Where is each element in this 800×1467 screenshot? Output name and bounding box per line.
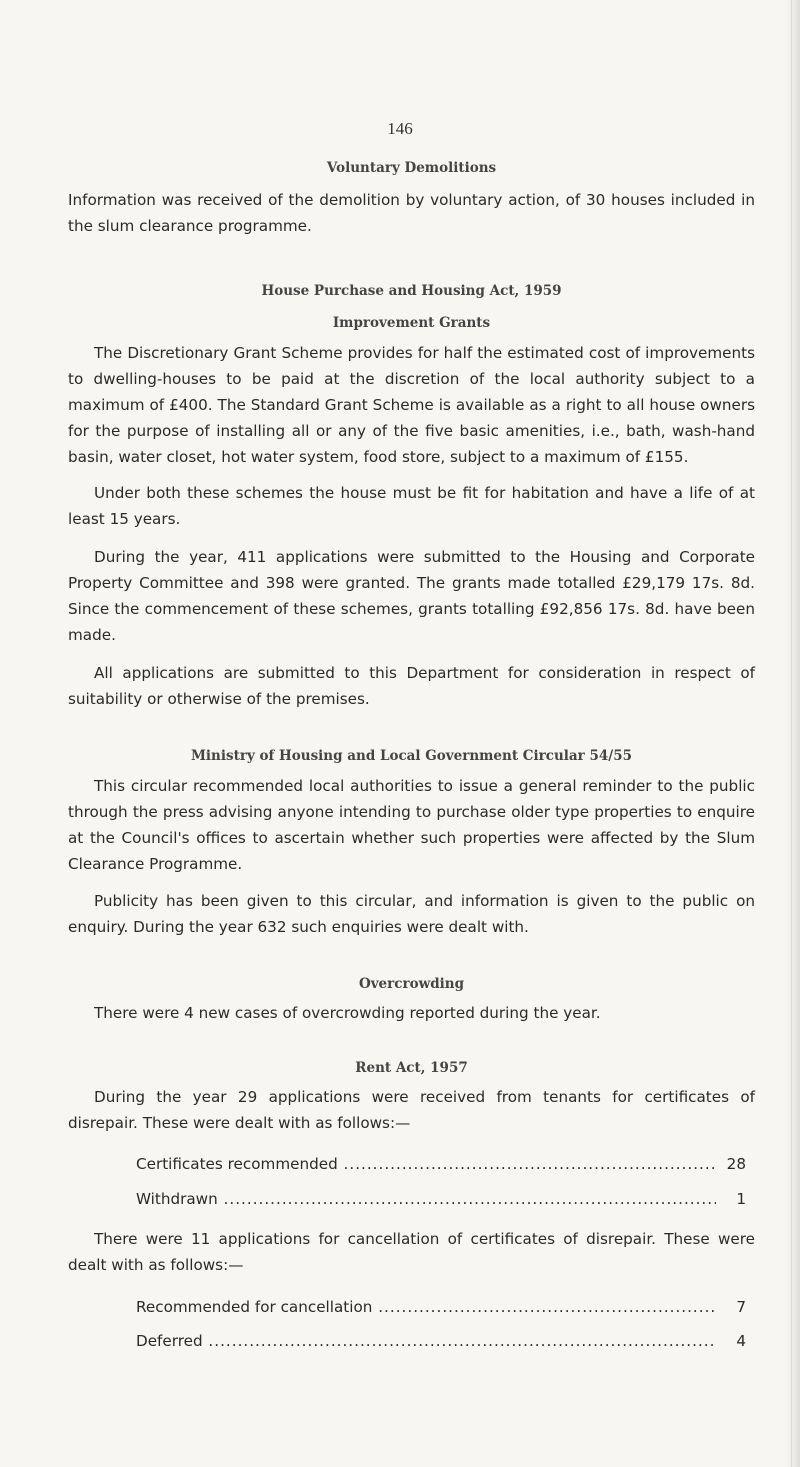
list-item-value: 1 [730,1186,746,1212]
paragraph-grant-schemes: The Discretionary Grant Scheme provides for half the estimated cost of improvements to dwelling-houses to be paid at the discretion of the local authority subject to a maximum of £400. The Standard Grant Scheme is available as a right to all house owners for the purpose of installing all or any of the five basic amenities, i.e., bath, wash-hand basin, water closet, hot water system, food store, subject to a maximum of £155. [68,344,755,466]
subheading-improvement-grants: Improvement Grants [332,315,491,331]
list-item-label: Withdrawn ..... [136,1186,716,1212]
heading-voluntary-demolitions: Voluntary Demolitions [326,160,497,176]
paragraph-rent-act-intro: During the year 29 applications were received from tenants for certificates of disrepair. These were dealt with as follows:— [68,1088,755,1132]
paragraph-circular-publicity: Publicity has been given to this circular, and information is given to the public on enquiry. During the year 632 such enquiries were dealt with. [68,892,755,936]
paragraph-fit-for-habitation: Under both these schemes the house must be fit for habitation and have a life of at least 15 years. [68,484,755,528]
list-item-value: 4 [730,1328,746,1354]
list-item-recommended-for-cancellation [136,1294,746,1320]
heading-house-purchase-act: House Purchase and Housing Act, 1959 [261,283,562,299]
list-item-certificates-recommended [136,1151,746,1177]
list-item-value: 7 [730,1294,746,1320]
page-number: 146 [387,119,413,138]
document-body [68,160,755,1354]
list-item-label: Deferred ..... [136,1328,716,1354]
list-item-value: 28 [721,1151,746,1177]
list-item-label: Recommended for cancellation ..... [136,1294,716,1320]
list-item-deferred [136,1328,746,1354]
paragraph-overcrowding: There were 4 new cases of overcrowding reported during the year. [94,1004,601,1022]
paragraph-circular-reminder: This circular recommended local authorities to issue a general reminder to the public through the press advising anyone intending to purchase older type properties to enquire at the Council's offices to ascertain whether such properties were affected by the Slum Clearance Programme. [68,777,755,873]
heading-rent-act: Rent Act, 1957 [355,1060,468,1076]
paragraph-voluntary-demolitions: Information was received of the demolition by voluntary action, of 30 houses included in the slum clearance programme. [68,191,755,235]
heading-overcrowding: Overcrowding [358,976,465,992]
paragraph-cancellation-intro: There were 11 applications for cancellation of certificates of disrepair. These were dealt with as follows:— [68,1230,755,1274]
paragraph-applications-granted: During the year, 411 applications were submitted to the Housing and Corporate Property Committee and 398 were granted. The grants made totalled £29,179 17s. 8d. Since the commencement of these schemes, grants totalling £92,856 17s. 8d. have been made. [68,548,755,644]
paragraph-applications-submitted: All applications are submitted to this Department for consideration in respect of suitability or otherwise of the premises. [68,664,755,708]
list-item-label: Certificates recommended ..... [136,1151,716,1177]
page-edge-shadow [786,0,800,1467]
heading-ministry-circular: Ministry of Housing and Local Government Circular 54/55 [190,748,632,764]
list-item-withdrawn [136,1186,746,1212]
